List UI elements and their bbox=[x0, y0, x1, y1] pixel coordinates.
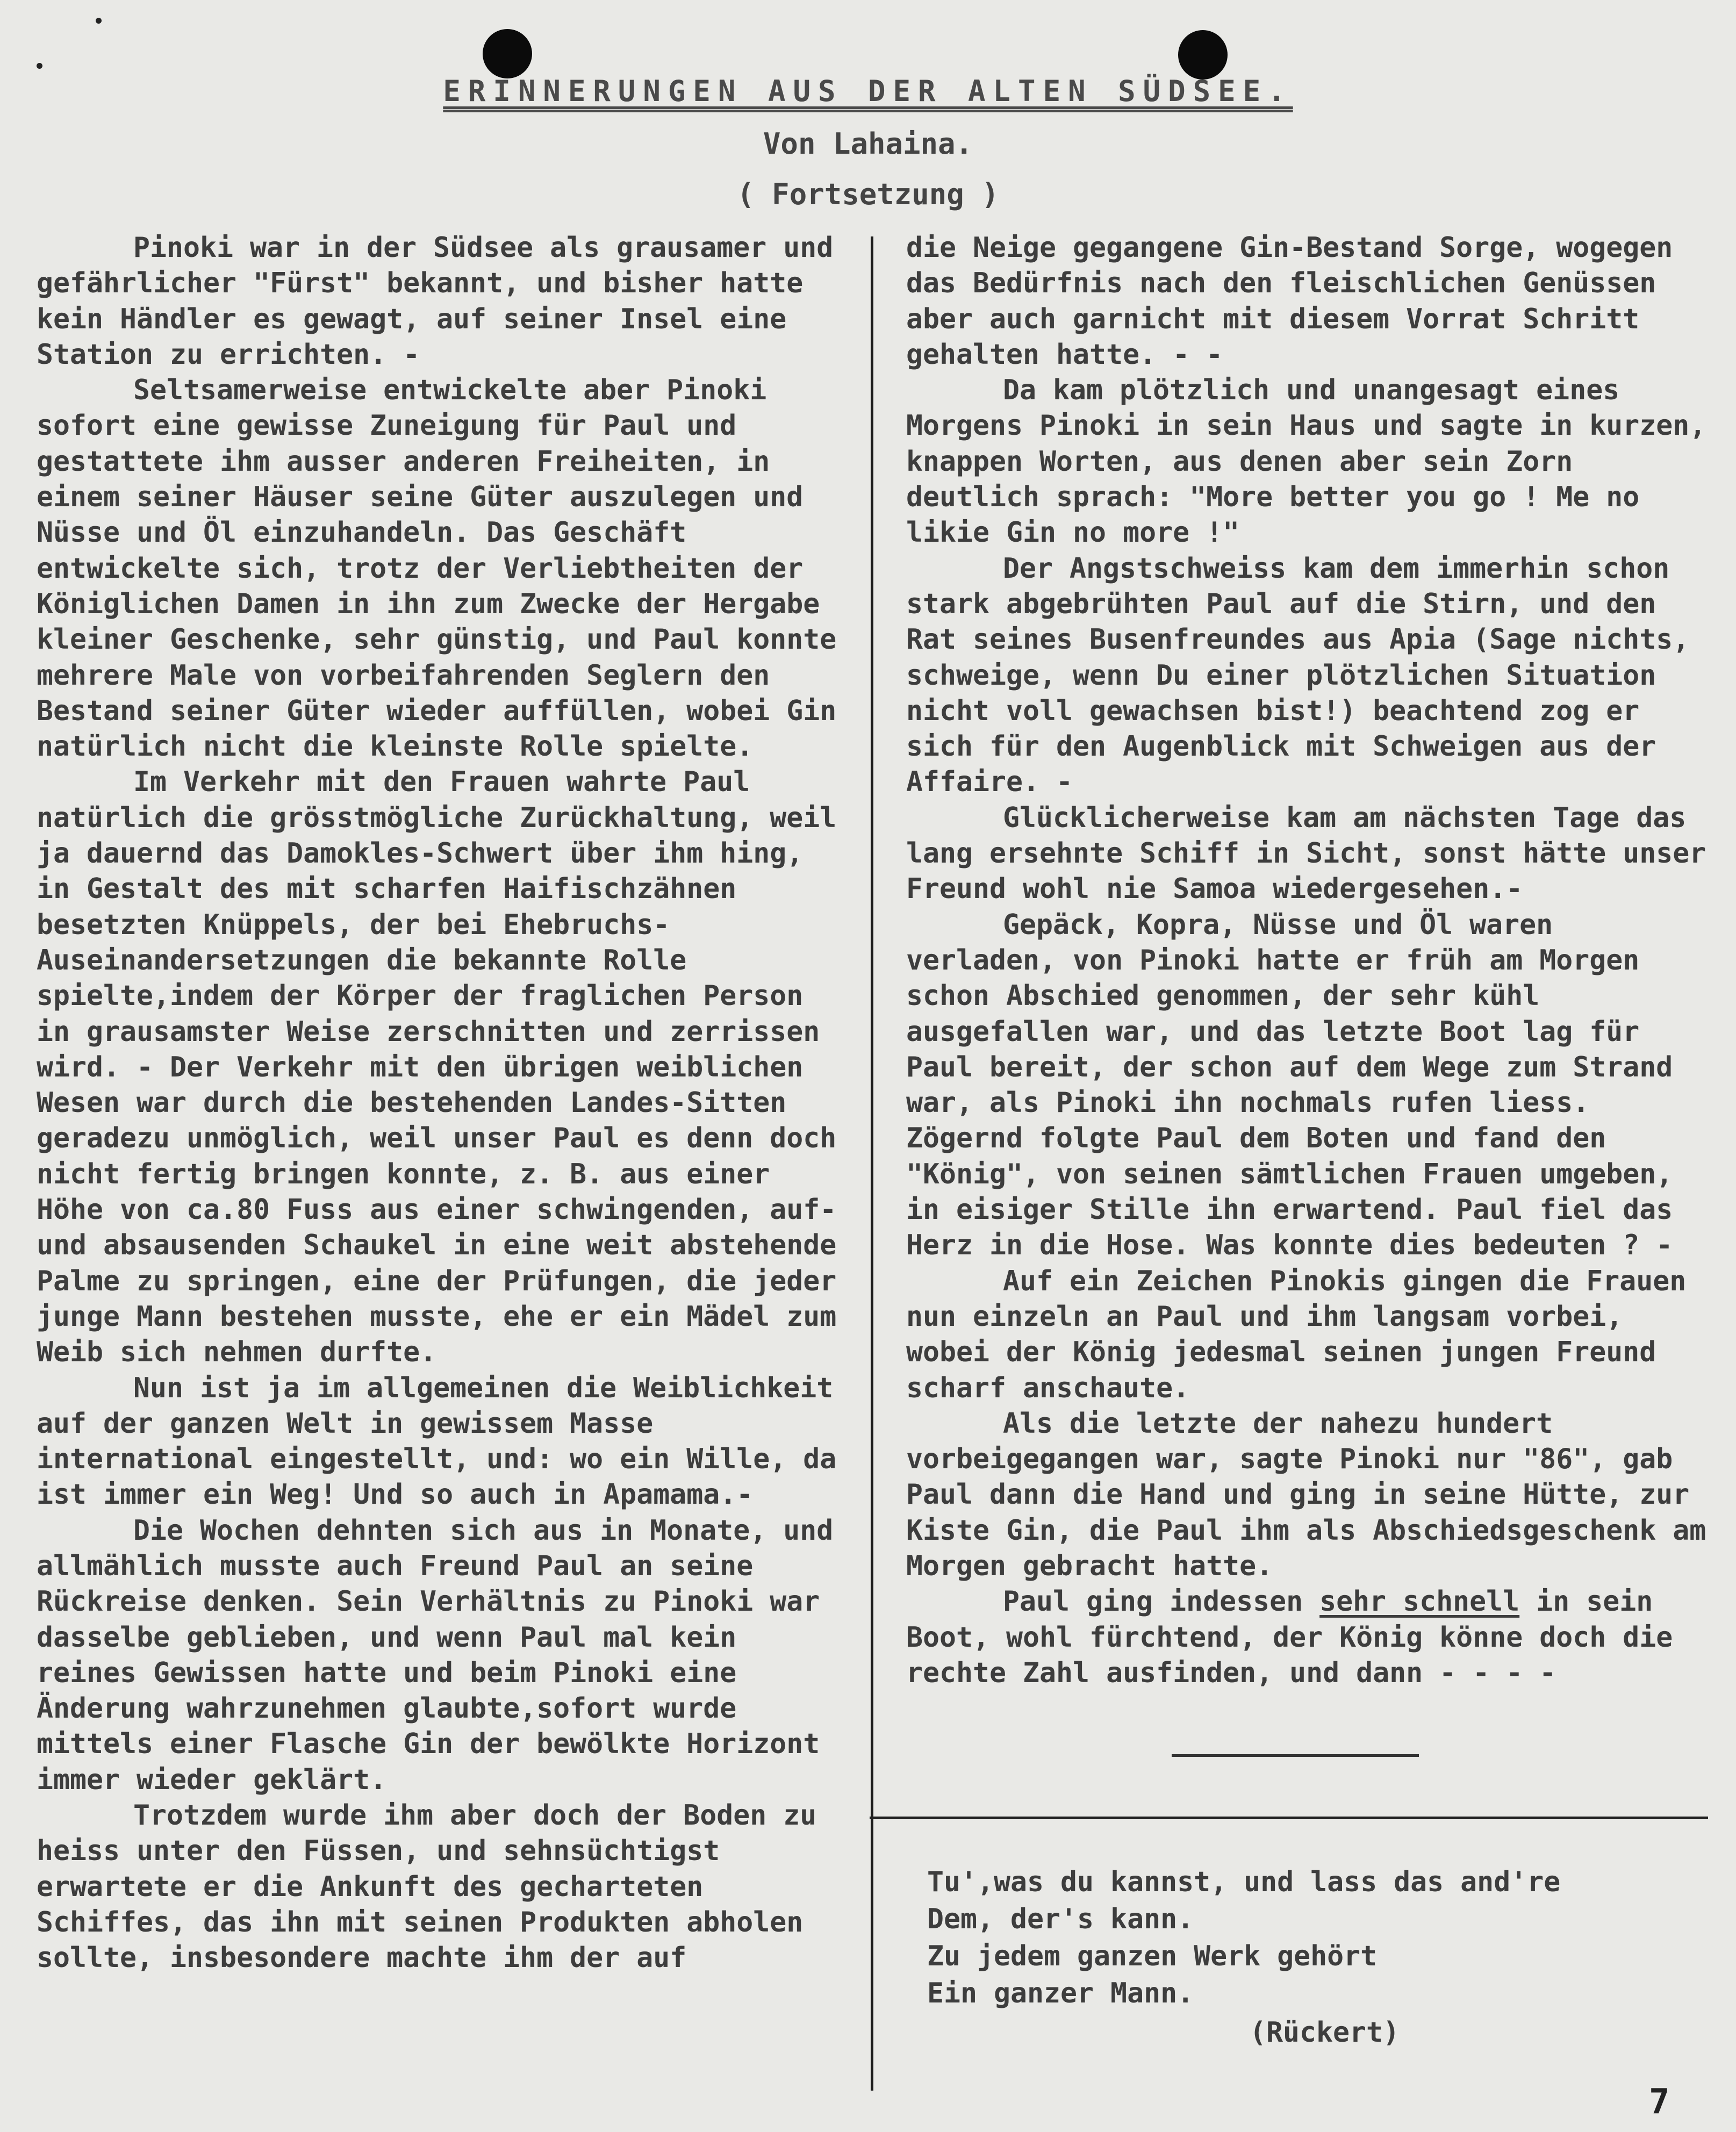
paragraph: Nun ist ja im allgemeinen die Weiblichkeit auf der ganzen Welt in gewissem Masse international eingestellt, und: wo ein Wille, da ist immer ein Weg! Und so auch in Apamama.- bbox=[37, 1372, 837, 1511]
emphasis-underlined: sehr schnell bbox=[1319, 1585, 1520, 1618]
quote-block bbox=[927, 1864, 1680, 2012]
ink-speck bbox=[96, 18, 102, 24]
section-divider bbox=[870, 1817, 1708, 1819]
quote-line: Zu jedem ganzen Werk gehört bbox=[927, 1940, 1378, 1972]
paragraph: Da kam plötzlich und unangesagt eines Morgens Pinoki in sein Haus und sagte in kurzen, knappen Worten, aus denen aber sein Zorn deutlich sprach: "More better you go ! Me no likie Gin no more !" bbox=[906, 374, 1706, 549]
continuation-note: ( Fortsetzung ) bbox=[737, 177, 999, 211]
left-column bbox=[37, 230, 843, 1976]
paragraph: Trotzdem wurde ihm aber doch der Boden zu heiss unter den Füssen, und sehnsüchtigst erwartete er die Ankunft des gecharteten Schiffes, das ihn mit seinen Produkten abholen sollte, insbesondere machte ihm der auf bbox=[37, 1799, 817, 1975]
right-column bbox=[906, 230, 1712, 1691]
quote-line: Ein ganzer Mann. bbox=[927, 1977, 1194, 2009]
punch-hole-left bbox=[483, 29, 532, 78]
punch-hole-right bbox=[1178, 30, 1228, 80]
article-title: ERINNERUNGEN AUS DER ALTEN SÜDSEE. bbox=[443, 74, 1293, 108]
paragraph: Als die letzte der nahezu hundert vorbeigegangen war, sagte Pinoki nur "86", gab Paul dann die Hand und ging in seine Hütte, zur Kiste Gin, die Paul ihm als Abschiedsgeschenk am Morgen gebracht hatte. bbox=[906, 1407, 1706, 1582]
text-run: Paul ging indessen bbox=[1003, 1585, 1320, 1618]
ink-speck bbox=[37, 63, 42, 69]
paragraph: Pinoki war in der Südsee als grausamer und gefährlicher "Fürst" bekannt, und bisher hatte kein Händler es gewagt, auf seiner Insel eine Station zu errichten. - bbox=[37, 232, 834, 371]
text-run: in sein Boot, wohl fürchtend, der König könne doch die rechte Zahl ausfinden, und dann - - - - bbox=[906, 1585, 1673, 1689]
paragraph: die Neige gegangene Gin-Bestand Sorge, wogegen das Bedürfnis nach den fleischlichen Genüssen aber auch garnicht mit diesem Vorrat Schritt gehalten hatte. - - bbox=[906, 232, 1673, 371]
paragraph: Der Angstschweiss kam dem immerhin schon stark abgebrühten Paul auf die Stirn, und den Rat seines Busenfreundes aus Apia (Sage nichts, schweige, wenn Du einer plötzlichen Situation nicht voll gewachsen bist!) beachtend zog er sich für den Augenblick mit Schweigen aus der Affaire. - bbox=[906, 552, 1690, 799]
author-byline: Von Lahaina. bbox=[763, 127, 973, 161]
paragraph: Die Wochen dehnten sich aus in Monate, und allmählich musste auch Freund Paul an seine Rückreise denken. Sein Verhältnis zu Pinoki war dasselbe geblieben, und wenn Paul mal kein reines Gewissen hatte und beim Pinoki eine Änderung wahrzunehmen glaubte,sofort wurde mittels einer Flasche Gin der bewölkte Horizont immer wieder geklärt. bbox=[37, 1514, 834, 1796]
paragraph: Im Verkehr mit den Frauen wahrte Paul natürlich die grösstmögliche Zurückhaltung, weil ja dauernd das Damokles-Schwert über ihm hing, in Gestalt des mit scharfen Haifischzähnen besetzten Knüppels, der bei Ehebruchs-Auseinandersetzungen die bekannte Rolle spielte,indem der Körper der fraglichen Person in grausamster Weise zerschnitten und zerrissen wird. - Der Verkehr mit den übrigen weiblichen Wesen war durch die bestehenden Landes-Sitten geradezu unmöglich, weil unser Paul es denn doch nicht fertig bringen konnte, z. B. aus einer Höhe von ca.80 Fuss aus einer schwingenden, auf- und absausenden Schaukel in eine weit abstehende Palme zu springen, eine der Prüfungen, die jeder junge Mann bestehen musste, ehe er ein Mädel zum Weib sich nehmen durfte. bbox=[37, 766, 837, 1369]
end-dash bbox=[1172, 1754, 1419, 1757]
paragraph: Gepäck, Kopra, Nüsse und Öl waren verladen, von Pinoki hatte er früh am Morgen schon Abschied genommen, der sehr kühl ausgefallen war, und das letzte Boot lag für Paul bereit, der schon auf dem Wege zum Strand war, als Pinoki ihn nochmals rufen liess. Zögernd folgte Paul dem Boten und fand den "König", von seinen sämtlichen Frauen umgeben, in eisiger Stille ihn erwartend. Paul fiel das Herz in die Hose. Was konnte dies bedeuten ? - bbox=[906, 908, 1673, 1262]
column-divider bbox=[871, 236, 873, 2091]
page-number: 7 bbox=[1649, 2082, 1670, 2122]
quote-line: Dem, der's kann. bbox=[927, 1903, 1194, 1935]
quote-line: Tu',was du kannst, und lass das and're bbox=[927, 1866, 1561, 1898]
paragraph-final bbox=[906, 1584, 1712, 1691]
paragraph: Auf ein Zeichen Pinokis gingen die Frauen nun einzeln an Paul und ihm langsam vorbei, wobei der König jedesmal seinen jungen Freund scharf anschaute. bbox=[906, 1265, 1687, 1404]
quote-author: (Rückert) bbox=[1250, 2016, 1400, 2049]
paragraph: Glücklicherweise kam am nächsten Tage das lang ersehnte Schiff in Sicht, sonst hätte unser Freund wohl nie Samoa wiedergesehen.- bbox=[906, 801, 1706, 906]
paragraph: Seltsamerweise entwickelte aber Pinoki sofort eine gewisse Zuneigung für Paul und gestattete ihm ausser anderen Freiheiten, in einem seiner Häuser seine Güter auszulegen und Nüsse und Öl einzuhandeln. Das Geschäft entwickelte sich, trotz der Verliebtheiten der Königlichen Damen in ihn zum Zwecke der Hergabe kleiner Geschenke, sehr günstig, und Paul konnte mehrere Male von vorbeifahrenden Seglern den Bestand seiner Güter wieder auffüllen, wobei Gin natürlich nicht die kleinste Rolle spielte. bbox=[37, 374, 837, 763]
